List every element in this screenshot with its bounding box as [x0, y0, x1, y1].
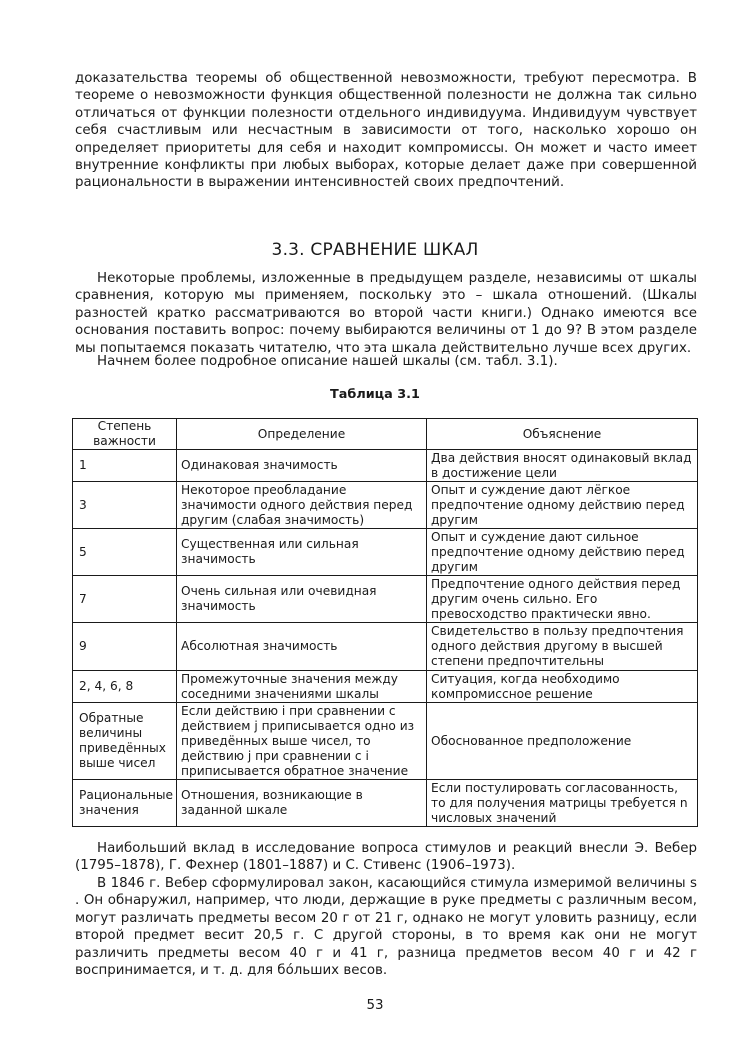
cell-definition: Одинаковая значимость — [177, 450, 427, 482]
cell-explanation: Если постулировать согласованность, то для получения матрицы требуется n числовых значений — [427, 780, 698, 827]
intro-paragraph: доказательства теоремы об общественной невозможности, требуют пересмотра. В теореме о невозможности функция общественной полезности не должна так сильно отличаться от функции полезности отдельного индивидуума. Индивидуум чувствует себя счастливым или несчастным в зависимости от того, насколько хорошо он определяет приоритеты для себя и находит компромиссы. Он может и часто имеет внутренние конфликты при любых выборах, которые делает даже при совершенной рациональности в выражении интенсивностей своих предпочтений. — [75, 71, 697, 191]
section-paragraph-1: Некоторые проблемы, изложенные в предыдущем разделе, независимы от шкалы сравнения, которую мы применяем, поскольку это – шкала отношений. (Шкалы разностей кратко рассматриваются во второй части книги.) Однако имеются все основания поставить вопрос: почему выбираются величины от 1 до 9? В этом разделе мы попытаемся показать читателю, что эта шкала действительно лучше всех других. — [75, 271, 697, 356]
cell-definition: Очень сильная или очевидная значимость — [177, 576, 427, 623]
cell-importance: 1 — [73, 450, 177, 482]
cell-definition: Промежуточные значения между соседними значениями шкалы — [177, 671, 427, 703]
cell-explanation: Опыт и суждение дают сильное предпочтение одному действию перед другим — [427, 529, 698, 576]
cell-definition: Некоторое преобладание значимости одного действия перед другим (слабая значимость) — [177, 482, 427, 529]
cell-importance: 9 — [73, 623, 177, 671]
cell-explanation: Два действия вносят одинаковый вклад в достижение цели — [427, 450, 698, 482]
importance-scale-table — [72, 418, 698, 827]
cell-importance: Рациональные значения — [73, 780, 177, 827]
table-row — [73, 450, 698, 482]
table-row — [73, 482, 698, 529]
cell-explanation: Свидетельство в пользу предпочтения одного действия другому в высшей степени предпочтительны — [427, 623, 698, 671]
section-heading: 3.3. СРАВНЕНИЕ ШКАЛ — [271, 240, 479, 260]
cell-definition: Отношения, возникающие в заданной шкале — [177, 780, 427, 827]
column-header-importance: Степень важности — [73, 419, 177, 450]
cell-explanation: Ситуация, когда необходимо компромиссное решение — [427, 671, 698, 703]
table-row — [73, 671, 698, 703]
cell-explanation: Обоснованное предположение — [427, 703, 698, 780]
page-number: 53 — [366, 998, 384, 1013]
table-row — [73, 623, 698, 671]
table-header-row — [73, 419, 698, 450]
cell-definition: Существенная или сильная значимость — [177, 529, 427, 576]
cell-explanation: Опыт и суждение дают лёгкое предпочтение одному действию перед другим — [427, 482, 698, 529]
section-paragraph-2: Начнем более подробное описание нашей шкалы (см. табл. 3.1). — [97, 354, 558, 369]
cell-definition: Абсолютная значимость — [177, 623, 427, 671]
cell-importance: 2, 4, 6, 8 — [73, 671, 177, 703]
table-row — [73, 576, 698, 623]
table-row — [73, 780, 698, 827]
column-header-explanation: Объяснение — [427, 419, 698, 450]
cell-importance: 3 — [73, 482, 177, 529]
table-caption: Таблица 3.1 — [330, 387, 420, 402]
table-row — [73, 529, 698, 576]
cell-definition: Если действию i при сравнении с действием j приписывается одно из приведённых выше чисел, то действию j при сравнении с i приписывается обратное значение — [177, 703, 427, 780]
cell-importance: 7 — [73, 576, 177, 623]
column-header-definition: Определение — [177, 419, 427, 450]
table-row — [73, 703, 698, 780]
after-table-paragraph-2: В 1846 г. Вебер сформулировал закон, касающийся стимула измеримой величины s . Он обнаружил, например, что люди, держащие в руке предметы с различным весом, могут различать предметы весом 20 г от 21 г, однако не могут уловить разницу, если второй предмет весит 20,5 г. С другой стороны, в то время как они не могут различить предметы весом 40 г и 41 г, разница предметов весом 40 г и 42 г воспринимается, и т. д. для бóльших весов. — [75, 876, 697, 979]
after-table-paragraph-1: Наибольший вклад в исследование вопроса стимулов и реакций внесли Э. Вебер (1795–1878), Г. Фехнер (1801–1887) и С. Стивенс (1906–1973). — [75, 841, 697, 874]
cell-explanation: Предпочтение одного действия перед другим очень сильно. Его превосходство практически явно. — [427, 576, 698, 623]
cell-importance: Обратные величины приведённых выше чисел — [73, 703, 177, 780]
cell-importance: 5 — [73, 529, 177, 576]
